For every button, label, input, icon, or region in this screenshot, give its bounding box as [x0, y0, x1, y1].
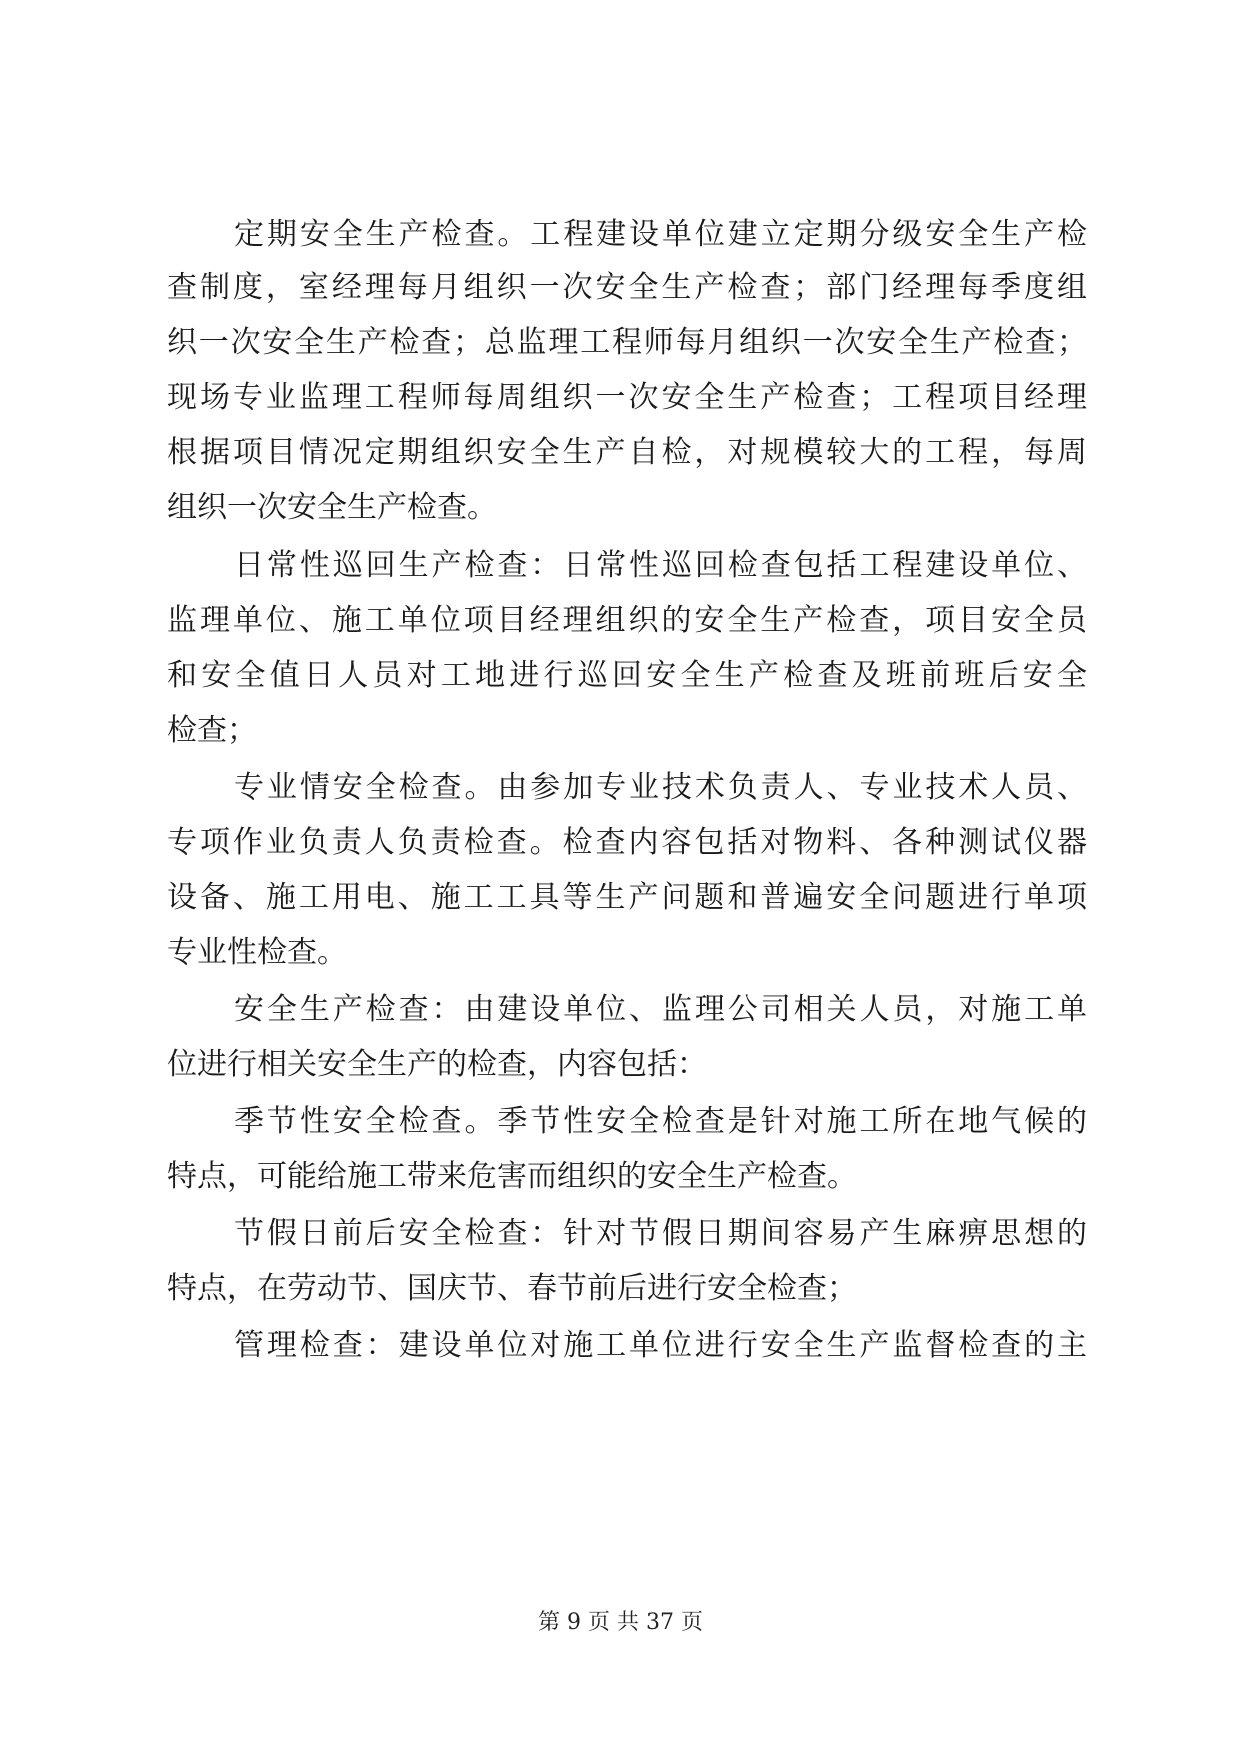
paragraph-line: 特点，在劳动节、国庆节、春节前后进行安全检查； — [167, 1271, 857, 1306]
paragraph-line: 位进行相关安全生产的检查，内容包括： — [167, 1047, 707, 1082]
paragraph-line: 管理检查：建设单位对施工单位进行安全生产监督检查的主 — [234, 1328, 1087, 1363]
paragraph-line: 根据项目情况定期组织安全生产自检，对规模较大的工程，每周 — [167, 435, 1087, 470]
paragraph-line: 设备、施工用电、施工工具等生产问题和普遍安全问题进行单项 — [167, 880, 1087, 915]
paragraph-line: 特点，可能给施工带来危害而组织的安全生产检查。 — [167, 1159, 857, 1194]
paragraph-line: 组织一次安全生产检查。 — [167, 490, 497, 525]
paragraph-line: 定期安全生产检查。工程建设单位建立定期分级安全生产检 — [234, 217, 1087, 252]
paragraph-line: 节假日前后安全检查：针对节假日期间容易产生麻痹思想的 — [234, 1216, 1087, 1251]
paragraph-line: 织一次安全生产检查；总监理工程师每月组织一次安全生产检查； — [167, 325, 1087, 360]
paragraph-line: 现场专业监理工程师每周组织一次安全生产检查；工程项目经理 — [167, 380, 1087, 415]
paragraph-line: 季节性安全检查。季节性安全检查是针对施工所在地气候的 — [234, 1104, 1087, 1139]
paragraph-line: 日常性巡回生产检查：日常性巡回检查包括工程建设单位、 — [234, 548, 1087, 583]
paragraph-line: 查制度，室经理每月组织一次安全生产检查；部门经理每季度组 — [167, 270, 1087, 305]
paragraph-line: 专业性检查。 — [167, 935, 347, 970]
page-number-footer: 第 9 页 共 37 页 — [538, 1610, 703, 1635]
paragraph-line: 和安全值日人员对工地进行巡回安全生产检查及班前班后安全 — [167, 658, 1087, 693]
paragraph-line: 安全生产检查：由建设单位、监理公司相关人员，对施工单 — [234, 992, 1087, 1027]
paragraph-line: 检查； — [167, 713, 257, 748]
paragraph-line: 监理单位、施工单位项目经理组织的安全生产检查，项目安全员 — [167, 603, 1087, 638]
paragraph-line: 专业情安全检查。由参加专业技术负责人、专业技术人员、 — [234, 770, 1087, 805]
paragraph-line: 专项作业负责人负责检查。检查内容包括对物料、各种测试仪器 — [167, 825, 1087, 860]
